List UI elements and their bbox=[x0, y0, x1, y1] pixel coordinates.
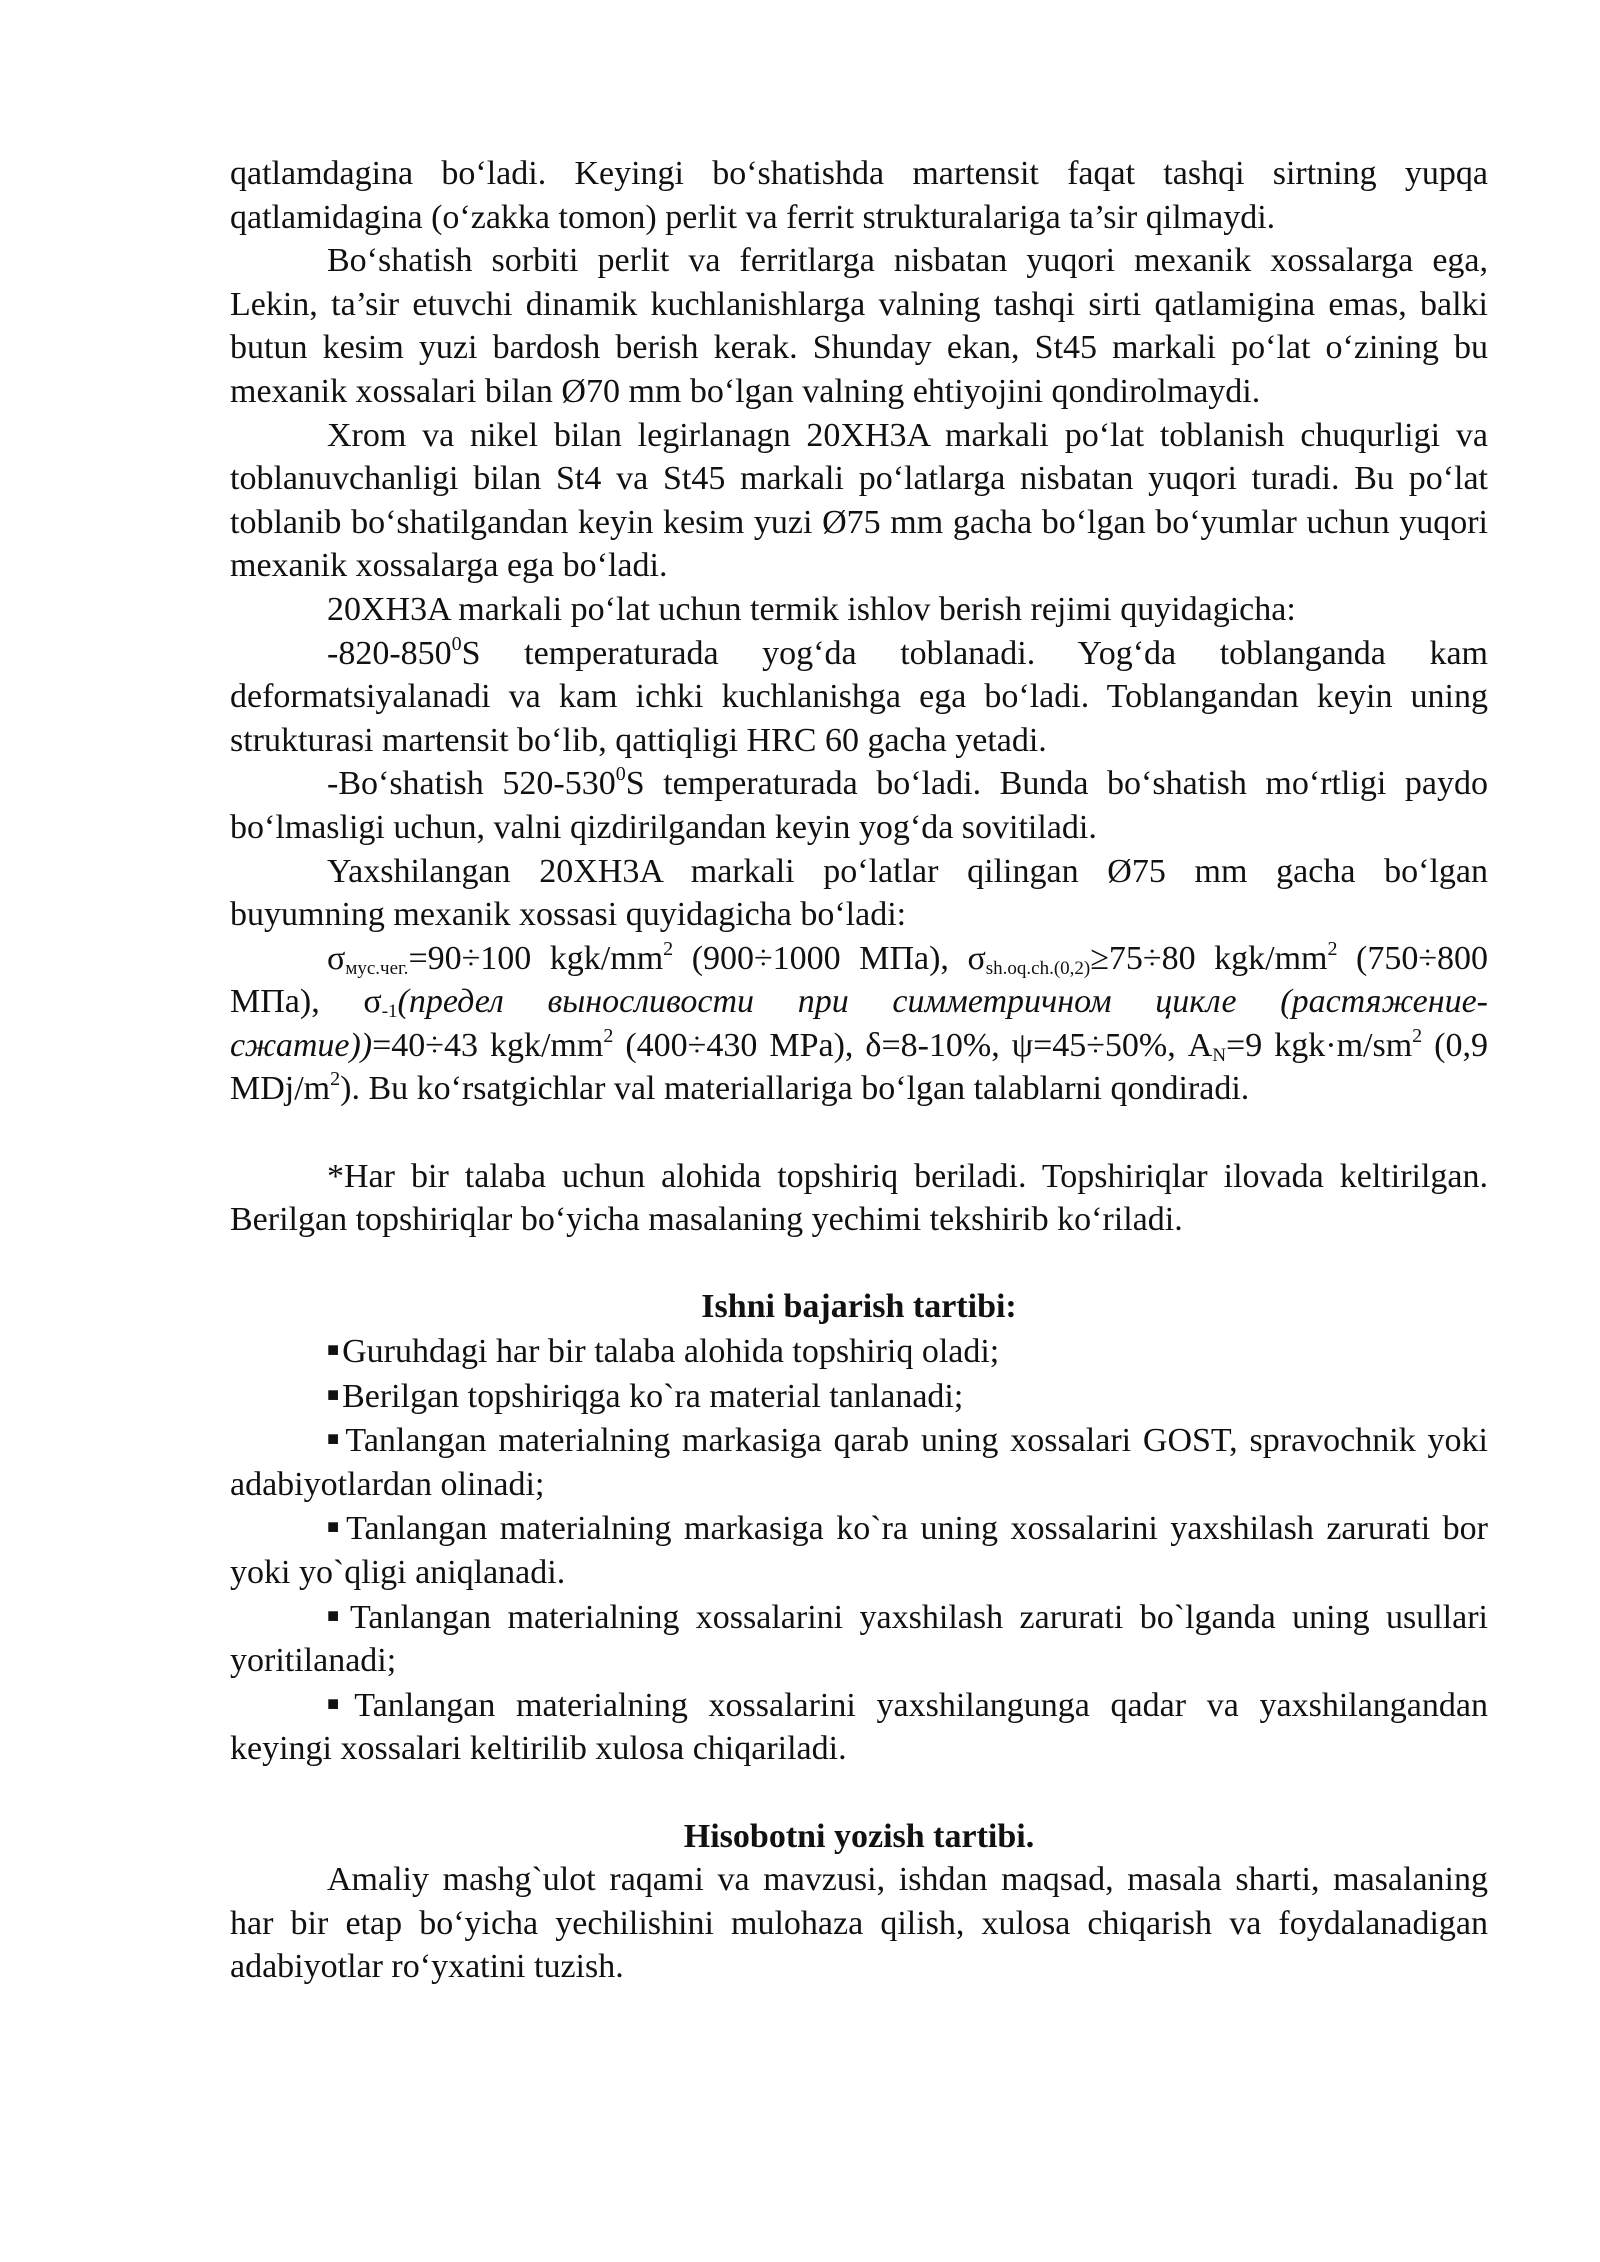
section-heading-report: Hisobotni yozish tartibi. bbox=[683, 1817, 1035, 1855]
value-text: ). Bu ko‘rsatgichlar val materiallariga bo‘lgan talablarni qondiradi. bbox=[340, 1070, 1250, 1108]
paragraph-assignment-note: *Har bir talaba uchun alohida topshiriq beriladi. Topshiriqlar ilovada keltirilgan. Berilgan topshiriqlar bo‘yicha masalaning yechimi tekshirib ko‘riladi. bbox=[230, 1157, 1488, 1239]
list-item bbox=[230, 1329, 1488, 1374]
bullet-icon: ■ bbox=[327, 1383, 340, 1406]
value-text: =40÷43 kgk/mm bbox=[372, 1026, 604, 1064]
value-text: =9 kgk·m/sm bbox=[1226, 1026, 1413, 1064]
sigma-symbol: σ bbox=[327, 939, 346, 977]
bullet-icon: ■ bbox=[327, 1339, 340, 1362]
list-item bbox=[230, 1418, 1488, 1506]
list-item-text: Guruhdagi har bir talaba alohida topshiriq oladi; bbox=[342, 1333, 1000, 1371]
list-item-text: Tanlangan materialning xossalarini yaxshilash zarurati bo`lganda uning usullari yoritilanadi; bbox=[230, 1598, 1488, 1680]
blank-line bbox=[230, 1242, 1488, 1286]
superscript: 2 bbox=[330, 1068, 341, 1091]
degree-superscript: 0 bbox=[615, 763, 626, 786]
section-heading-procedure: Ishni bajarish tartibi: bbox=[701, 1288, 1017, 1326]
value-text: (750÷800 МПа), σ bbox=[230, 939, 1488, 1021]
value-text: (400÷430 MPa), δ=8-10%, ψ=45÷50%, A bbox=[613, 1026, 1213, 1064]
degree-superscript: 0 bbox=[451, 632, 462, 655]
list-item-text: Tanlangan materialning markasiga ko`ra uning xossalarini yaxshilash zarurati bor yoki yo`qligi aniqlanadi. bbox=[230, 1510, 1488, 1591]
paragraph-mechanical-values bbox=[230, 937, 1488, 1111]
superscript: 2 bbox=[603, 1024, 614, 1047]
paragraph-20xh3a-steel: Xrom va nikel bilan legirlanagn 20XH3A markali po‘lat toblanish chuqurligi va toblanuvchanligi bilan St4 va St45 markali po‘latlarga nisbatan yuqori turadi. Bu po‘lat toblanib bo‘shatilgandan keyin kesim yuzi Ø75 mm gacha bo‘lgan bo‘yumlar uchun yuqori mexanik xossalarga ega bo‘ladi. bbox=[230, 416, 1488, 585]
bullet-icon: ■ bbox=[327, 1428, 343, 1451]
blank-line bbox=[230, 1111, 1488, 1155]
blank-line bbox=[230, 1771, 1488, 1815]
list-item bbox=[230, 1374, 1488, 1419]
paragraph-tempering bbox=[230, 762, 1488, 849]
paragraph-improved-properties: Yaxshilangan 20XH3A markali po‘latlar qilingan Ø75 mm gacha bo‘lgan buyumning mexanik xossasi quyidagicha bo‘ladi: bbox=[230, 852, 1488, 934]
subscript: -1 bbox=[381, 1001, 398, 1023]
value-text: =90÷100 kgk/mm bbox=[408, 939, 664, 977]
tempering-temp: -Bo‘shatish 520-530 bbox=[327, 765, 616, 803]
paragraph-heat-treatment-intro: 20XH3A markali po‘lat uchun termik ishlov berish rejimi quyidagicha: bbox=[327, 590, 1296, 628]
paragraph-quenching bbox=[230, 632, 1488, 763]
list-item bbox=[230, 1683, 1488, 1771]
subscript: мус.чег. bbox=[345, 957, 409, 979]
paragraph-continuation: qatlamdagina bo‘ladi. Keyingi bo‘shatishda martensit faqat tashqi sirtning yupqa qatlamidagina (o‘zakka tomon) perlit va ferrit strukturalariga ta’sir qilmaydi. bbox=[230, 155, 1488, 236]
quenching-temp: -820-850 bbox=[327, 634, 452, 672]
value-text: (900÷1000 МПа), σ bbox=[673, 939, 986, 977]
subscript: N bbox=[1212, 1044, 1227, 1066]
document-page bbox=[230, 152, 1488, 1989]
list-item bbox=[230, 1595, 1488, 1683]
superscript: 2 bbox=[1412, 1024, 1423, 1047]
value-text: (0,9 MDj/m bbox=[230, 1026, 1488, 1108]
value-text: ≥75÷80 kgk/mm bbox=[1090, 939, 1328, 977]
list-item-text: Tanlangan materialning xossalarini yaxshilangunga qadar va yaxshilangandan keyingi xossalari keltirilib xulosa chiqariladi. bbox=[230, 1686, 1488, 1768]
superscript: 2 bbox=[663, 937, 674, 960]
bullet-icon: ■ bbox=[327, 1692, 352, 1715]
paragraph-sorbit: Bo‘shatish sorbiti perlit va ferritlarga nisbatan yuqori mexanik xossalarga ega, Lekin, ta’sir etuvchi dinamik kuchlanishlarga valning tashqi sirti qatlamigina emas, balki butun kesim yuzi bardosh berish kerak. Shunday ekan, St45 markali po‘lat o‘zining bu mexanik xossalari bilan Ø70 mm bo‘lgan valning ehtiyojini qondirolmaydi. bbox=[230, 242, 1488, 410]
quenching-text: S temperaturada yog‘da toblanadi. Yog‘da toblanganda kam deformatsiyalanadi va kam ichki kuchlanishga ega bo‘ladi. Toblangandan keyin uning strukturasi martensit bo‘lib, qattiqligi HRC 60 gacha yetadi. bbox=[230, 634, 1488, 759]
superscript: 2 bbox=[1327, 937, 1338, 960]
tempering-text: S temperaturada bo‘ladi. Bunda bo‘shatish mo‘rtligi paydo bo‘lmasligi uchun, valni qizdirilgandan keyin yog‘da sovitiladi. bbox=[230, 765, 1489, 846]
list-item-text: Berilgan topshiriqga ko`ra material tanlanadi; bbox=[342, 1377, 964, 1415]
paragraph-report-instructions: Amaliy mashg`ulot raqami va mavzusi, ishdan maqsad, masala sharti, masalaning har bir etap bo‘yicha yechilishini mulohaza qilish, xulosa chiqarish va foydalanadigan adabiyotlar ro‘yxatini tuzish. bbox=[230, 1861, 1488, 1986]
list-item bbox=[230, 1506, 1488, 1594]
bullet-icon: ■ bbox=[327, 1604, 348, 1627]
bullet-icon: ■ bbox=[327, 1516, 344, 1539]
italic-definition: (предел выносливости при симметричном цикле (растяжение-сжатие)) bbox=[230, 983, 1489, 1064]
list-item-text: Tanlangan materialning markasiga qarab uning xossalari GOST, spravochnik yoki adabiyotlardan olinadi; bbox=[230, 1422, 1488, 1503]
subscript: sh.oq.ch.(0,2) bbox=[985, 957, 1091, 979]
